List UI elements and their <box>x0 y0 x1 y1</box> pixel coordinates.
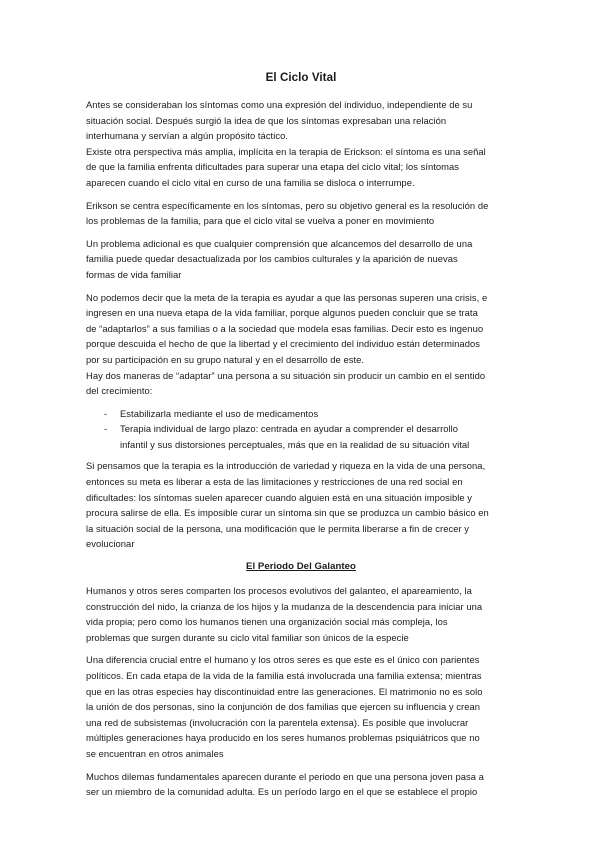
list-item <box>86 421 516 452</box>
section-subtitle: El Periodo Del Galanteo <box>246 561 356 573</box>
text-line: No podemos decir que la meta de la terapia es ayudar a que las personas superen una crisis, e <box>86 291 488 303</box>
text-line: políticos. En cada etapa de la vida de la familia está involucrada una familia extensa; mientras <box>86 670 482 681</box>
text-line: del crecimiento: <box>86 385 153 397</box>
list-item-text: Terapia individual de largo plazo: centrada en ayudar a comprender el desarrollo <box>120 423 459 435</box>
dash-list <box>86 406 516 453</box>
paragraph <box>86 769 516 800</box>
text-line: Un problema adicional es que cualquier comprensión que alcancemos del desarrollo de una <box>86 237 473 249</box>
text-line: de “adaptarlos” a sus familias o a la sociedad que modela esas familias. Decir esto es ingenuo <box>86 322 484 334</box>
text-line: múltiples generaciones haya producido en los seres humanos problemas psiquiátricos que no <box>86 732 480 744</box>
text-line: Si pensamos que la terapia es la introducción de variedad y riqueza en la vida de una persona, <box>86 460 486 472</box>
text-line: ser un miembro de la comunidad adulta. Es un período largo en el que se establece el propio <box>86 786 478 798</box>
text-line: una red de subsistemas (involucración con la parentela extensa). Es posible que involucrar <box>86 716 469 728</box>
text-line: dificultades: los síntomas suelen aparecer cuando alguien está en una situación imposible y <box>86 491 473 503</box>
text-line: Antes se consideraban los síntomas como una expresión del individuo, independiente de su <box>86 99 473 110</box>
document-body <box>86 70 516 807</box>
list-dash-marker: - <box>104 423 108 435</box>
text-line: que en las otras especies hay discontinuidad entre las generaciones. El matrimonio no es solo <box>86 685 483 697</box>
paragraph <box>86 458 516 552</box>
text-line: situación social. Después surgió la idea de que los síntomas expresaban una relación <box>86 114 447 126</box>
text-line: evolucionar <box>86 538 135 550</box>
text-line: interhumana y servían a algún propósito táctico. <box>86 130 288 142</box>
text-line: la situación social de la persona, una modificación que le permita liberarse a fin de crecer y <box>86 522 470 534</box>
text-line: por su participación en su grupo natural y en el desarrollo de este. <box>86 353 365 365</box>
text-line: Muchos dilemas fundamentales aparecen durante el periodo en que una persona joven pasa a <box>86 770 484 782</box>
text-line: Humanos y otros seres comparten los procesos evolutivos del galanteo, el apareamiento, la <box>86 585 472 597</box>
intro-section <box>86 97 516 399</box>
paragraph <box>86 290 516 399</box>
text-line: Erikson se centra específicamente en los síntomas, pero su objetivo general es la resolución de <box>86 199 489 211</box>
document-title: El Ciclo Vital <box>265 71 337 84</box>
paragraph <box>86 236 516 283</box>
text-line: procura salirse de ella. Es imposible curar un síntoma sin que se produzca un cambio básico en <box>86 507 489 519</box>
text-line: de que la familia enfrenta dificultades para superar una etapa del ciclo vital; los síntomas <box>86 161 460 173</box>
text-line: la unión de dos personas, sino la conjunción de dos familias que ejercen su influencia y crean <box>86 701 481 713</box>
text-line: Una diferencia crucial entre el humano y los otros seres es que este es el único con parientes <box>86 654 480 666</box>
text-line: se encuentran en otros animales <box>86 747 224 759</box>
text-line: porque descuida el hecho de que la libertad y el crecimiento del individuo están determinados <box>86 338 480 350</box>
list-item <box>86 406 516 422</box>
list-dash-marker: - <box>104 407 108 419</box>
text-line: familia puede quedar desactualizada por los cambios culturales y la aparición de nuevas <box>86 253 458 265</box>
text-line: construcción del nido, la crianza de los hijos y la mudanza de la descendencia para iniciar una <box>86 600 483 612</box>
paragraph <box>86 198 516 229</box>
text-line: aparecen cuando el ciclo vital en curso de una familia se disloca o interrumpe. <box>86 176 415 188</box>
galanteo-section <box>86 583 516 800</box>
text-line: problemas que surgen durante su ciclo vital familiar son únicos de la especie <box>86 631 409 643</box>
after-list-section <box>86 458 516 552</box>
list-item-text: Estabilizarla mediante el uso de medicamentos <box>120 407 319 419</box>
text-line: los problemas de la familia, para que el ciclo vital se vuelva a poner en movimiento <box>86 215 435 227</box>
text-line: Existe otra perspectiva más amplia, implícita en la terapia de Erickson: el síntoma es una señal <box>86 145 486 157</box>
paragraph <box>86 97 516 191</box>
paragraph <box>86 652 516 761</box>
text-line: ingresen en una nueva etapa de la vida familiar, porque algunos pueden concluir que se trata <box>86 307 478 319</box>
list-item-text: infantil y sus distorsiones perceptuales, más que en la realidad de su situación vital <box>120 438 470 450</box>
text-line: entonces su meta es liberar a esta de las limitaciones y restricciones de una red social en <box>86 476 463 488</box>
text-line: vida propia; pero como los humanos tienen una organización social más compleja, los <box>86 616 448 628</box>
text-line: formas de vida familiar <box>86 268 182 280</box>
paragraph <box>86 583 516 645</box>
text-line: Hay dos maneras de “adaptar” una persona a su situación sin producir un cambio en el sentido <box>86 369 486 381</box>
